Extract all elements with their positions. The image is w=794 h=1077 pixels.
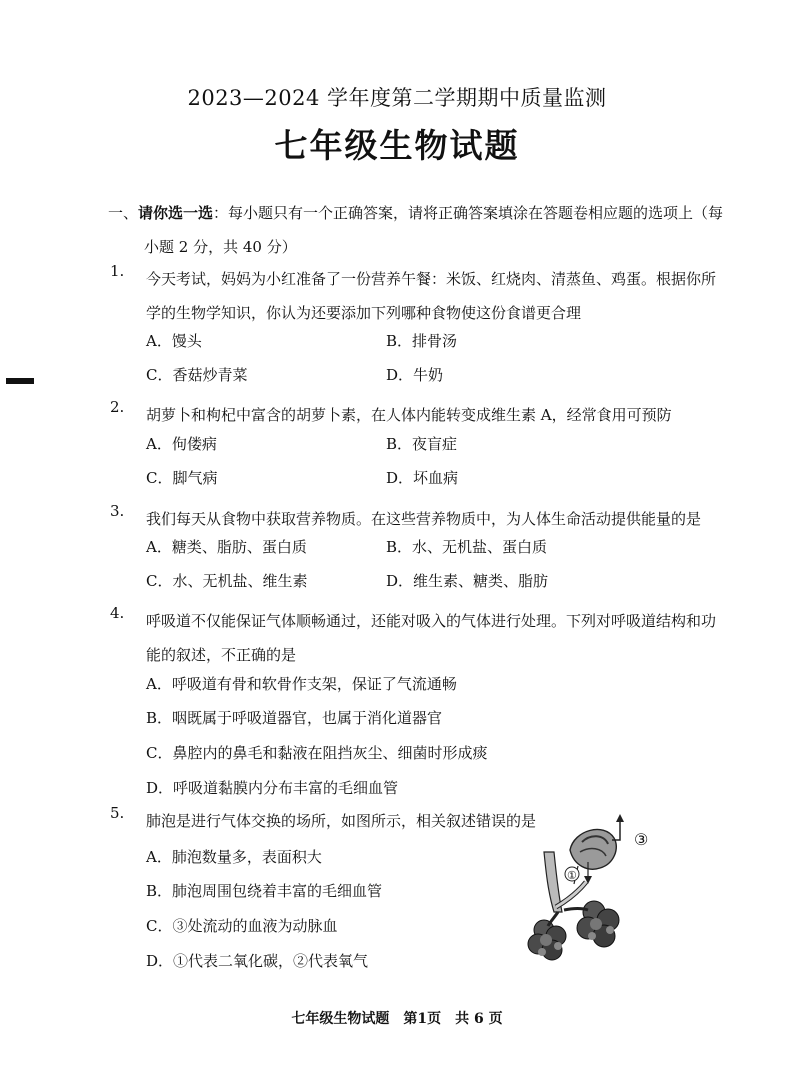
option-c: C．水、无机盐、维生素 (146, 572, 308, 590)
label1: ① (567, 869, 577, 882)
alveoli-cluster-left (528, 920, 566, 960)
section-number: 一、 (108, 204, 139, 222)
option-a: A．肺泡数量多，表面积大 (146, 848, 322, 866)
section-instructions (108, 196, 758, 264)
option-a: A．呼吸道有骨和软骨作支架，保证了气流通畅 (146, 675, 457, 693)
label3: ③ (634, 830, 649, 849)
option-d: D．牛奶 (386, 366, 444, 384)
option-c: C．鼻腔内的鼻毛和黏液在阻挡灰尘、细菌时形成痰 (146, 744, 488, 762)
alveoli-diagram (508, 812, 658, 972)
option-d: D．坏血病 (386, 469, 459, 487)
option-b: B．肺泡周围包绕着丰富的毛细血管 (146, 882, 383, 900)
up-arrow-icon (616, 814, 624, 822)
question-stem-line2: 学的生物学知识，你认为还要添加下列哪种食物使这份食谱更合理 (146, 304, 582, 322)
question-number: 3. (110, 502, 125, 520)
section-instructions-line2: 小题 2 分，共 40 分） (144, 238, 297, 256)
page-footer: 七年级生物试题 第1页 共 6 页 (291, 1011, 503, 1027)
option-c: C．香菇炒青菜 (146, 366, 248, 384)
option-b: B．咽既属于呼吸道器官，也属于消化道器官 (146, 709, 443, 727)
question-1 (110, 262, 750, 330)
exam-title: 七年级生物试题 (274, 126, 520, 165)
section-instructions-line1: ：每小题只有一个正确答案，请将正确答案填涂在答题卷相应题的选项上（每 (213, 204, 724, 222)
question-number: 1. (110, 262, 125, 280)
question-stem-line1: 胡萝卜和枸杞中富含的胡萝卜素，在人体内能转变成维生素 A，经常食用可预防 (146, 406, 672, 424)
option-d: D．呼吸道黏膜内分布丰富的毛细血管 (146, 779, 399, 797)
option-d: D．①代表二氧化碳，②代表氧气 (146, 952, 369, 970)
option-d: D．维生素、糖类、脂肪 (386, 572, 549, 590)
binding-mark (6, 378, 34, 384)
question-number: 5. (110, 804, 125, 822)
question-stem-line1: 呼吸道不仅能保证气体顺畅通过，还能对吸入的气体进行处理。下列对呼吸道结构和功 (146, 612, 717, 630)
question-number: 2. (110, 398, 125, 416)
question-stem-line1: 我们每天从食物中获取营养物质。在这些营养物质中，为人体生命活动提供能量的是 (146, 510, 702, 528)
option-a: A．馒头 (146, 332, 202, 350)
option-a: A．佝偻病 (146, 435, 217, 453)
option-b: B．排骨汤 (386, 332, 458, 350)
option-b: B．夜盲症 (386, 435, 458, 453)
question-stem-line1: 今天考试，妈妈为小红准备了一份营养午餐：米饭、红烧肉、清蒸鱼、鸡蛋。根据你所 (146, 270, 717, 288)
option-a: A．糖类、脂肪、蛋白质 (146, 538, 307, 556)
exam-subtitle: 2023—2024 学年度第二学期期中质量监测 (187, 86, 607, 110)
option-c: C．③处流动的血液为动脉血 (146, 917, 338, 935)
question-2 (110, 398, 750, 432)
question-number: 4. (110, 604, 125, 622)
question-4 (110, 604, 750, 672)
option-b: B．水、无机盐、蛋白质 (386, 538, 548, 556)
question-stem-line1: 肺泡是进行气体交换的场所，如图所示，相关叙述错误的是 (146, 812, 537, 830)
question-3 (110, 502, 750, 536)
option-c: C．脚气病 (146, 469, 218, 487)
alveoli-illustration (508, 812, 638, 972)
section-heading: 请你选一选 (138, 204, 214, 222)
question-stem-line2: 能的叙述，不正确的是 (146, 646, 297, 664)
